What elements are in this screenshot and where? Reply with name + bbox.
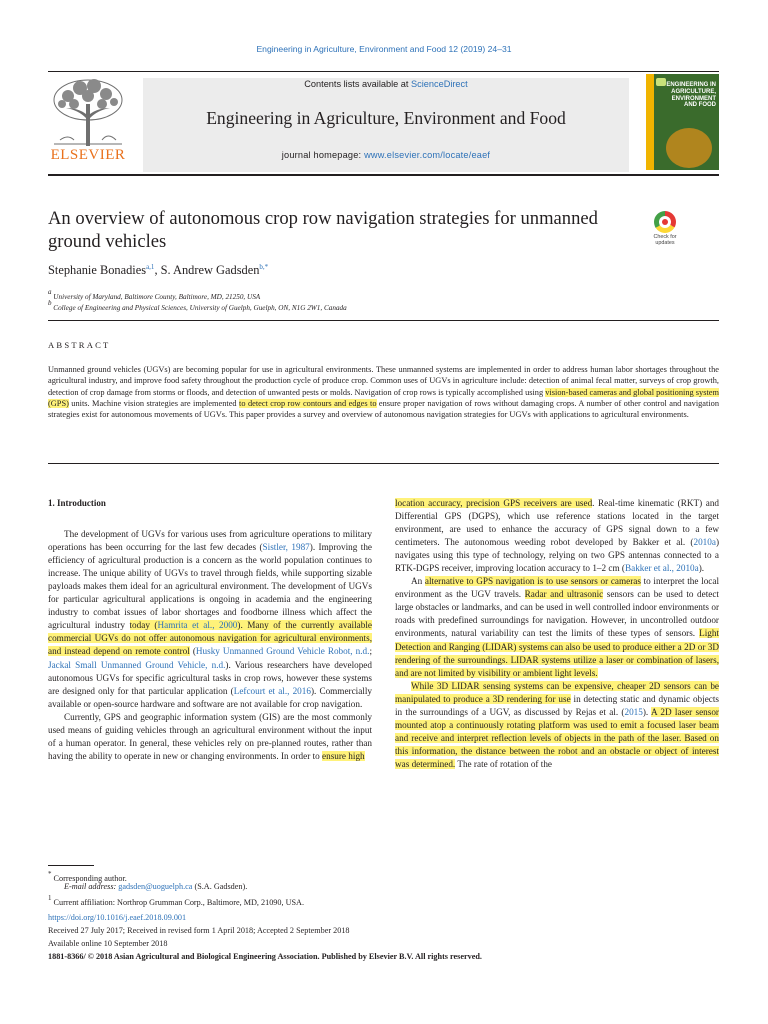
body-text: ) navigates using this type of technology, relying on two GPS antennas connected to a RTK-DGPS receiver, improving location accuracy to 1–2 cm ( (395, 537, 719, 574)
copyright-notice: 1881-8366/ © 2018 Asian Agricultural and Biological Engineering Association. Published by Elsevier B.V. All rights reserved. (48, 952, 482, 961)
received-dates: Received 27 July 2017; Received in revised form 1 April 2018; Accepted 2 September 2018 (48, 926, 350, 935)
article-title: An overview of autonomous crop row navigation strategies for unmanned ground vehicles (48, 208, 598, 252)
cover-stripe (646, 74, 654, 170)
body-right-column (395, 497, 719, 771)
footnote-text: (S.A. Gadsden). (192, 882, 248, 891)
elsevier-wordmark: ELSEVIER (50, 147, 126, 163)
abstract-text: units. Machine vision strategies are implemented (68, 398, 240, 408)
abstract-text: Unmanned ground vehicles (UGVs) are becoming popular for use in agricultural environments. These unmanned systems are implemented in order to address human labor shortages throughout the agricultural industry, and improve food safety throughout the production cycle of produce crop. Common uses of UGVs in agriculture include: detection of animal fecal matter, surveys of crop growth, detection of crop damage from storms or floods, and detection of unwanted pests or molds. Navigation of crop rows is typically accomplished using (48, 365, 719, 397)
highlighted-text: location accuracy, precision GPS receivers are used (395, 498, 593, 508)
affiliation (48, 299, 648, 312)
homepage-link[interactable]: www.elsevier.com/locate/eaef (364, 150, 491, 160)
body-text: The rate of rotation of the (455, 758, 552, 769)
body-text: ( (189, 646, 196, 657)
citation-link[interactable]: Sistler, 1987 (262, 542, 310, 553)
section-heading: 1. Introduction (48, 498, 106, 508)
author-affiliation-link[interactable]: b,* (259, 263, 269, 271)
highlighted-text: vision-based cameras and global positioning system (GPS) (48, 387, 719, 408)
highlighted-text: today ( (129, 620, 158, 631)
citation-link[interactable]: Husky Unmanned Ground Vehicle Robot, n.d. (195, 646, 370, 657)
check-for-updates-button[interactable] (646, 211, 684, 251)
doi-link[interactable]: https://doi.org/10.1016/j.eaef.2018.09.001 (48, 913, 187, 922)
affiliation-text: College of Engineering and Physical Sciences, University of Guelph, Guelph, ON, N1G 2W1, Canada (53, 304, 347, 312)
highlighted-text: ). Many of the currently available commercial UGVs do not offer autonomous navigation for agricultural environments, and instead depend on remote control (48, 620, 372, 657)
body-text: ). Commercially available or open-source hardware and software are not available for crop navigation. (48, 685, 372, 709)
citation-link[interactable]: Bakker et al., 2010a (624, 563, 699, 574)
author-separator: , (154, 263, 161, 277)
highlighted-text: A 2D laser sensor mounted atop a continuously rotating platform was used to emit a focused laser beam and receive and interpret reflection levels of objects in the path of the laser. Based on this information, the distance between the robot and an obstacle or object of interest was determined. (395, 706, 719, 769)
author-list (48, 263, 648, 278)
body-text: ; (369, 646, 372, 657)
journal-homepage-line (143, 150, 629, 160)
header-bottom-rule (48, 174, 719, 176)
journal-title: Engineering in Agriculture, Environment and Food (206, 108, 566, 128)
available-online-date: Available online 10 September 2018 (48, 939, 168, 948)
header-top-rule (48, 71, 719, 72)
footnote-email (64, 882, 734, 891)
footnote-text: Current affiliation: Northrop Grumman Corp., Baltimore, MD, 21090, USA. (53, 898, 304, 907)
body-text: An (411, 576, 425, 587)
body-text: . Real-time kinematic (RKT) and Differential GPS (DGPS), which use reference stations located in the target environment, are used to enhance the accuracy of GPS signal down to a few centimeters. The autonomous weeding robot developed by Bakker et al. ( (395, 498, 720, 548)
highlighted-text: While 3D LIDAR sensing systems can be expensive, cheaper 2D sensors can be manipulated to produce a 3D rendering for use (395, 680, 719, 704)
author-name: S. Andrew Gadsden (160, 263, 260, 277)
check-updates-icon-dot (662, 219, 668, 225)
body-text: sensors can be used to detect large obstacles or landmarks, and can be used in well controlled indoor environments or roads with predefined surroundings for navigation. However, in uncontrolled outdoor environments, natural variability can test the limits of these types of sensors. (395, 589, 719, 639)
body-text: ). (642, 706, 651, 717)
paragraph (48, 528, 372, 711)
body-text: Currently, GPS and geographic information system (GIS) are the most commonly used means of guiding vehicles through an agricultural environment without the input of a human operator. In general, these vehicles rely on pre-planned routes, rather than having the ability to operate in new or changing environments. In order to (48, 711, 372, 761)
body-left-column (48, 497, 372, 763)
highlighted-text: ensure high (322, 750, 365, 761)
body-text: The development of UGVs for various uses from agriculture operations to military operations has been occurring for the last few decades ( (48, 529, 372, 553)
contents-line (143, 79, 629, 89)
citation-link[interactable]: Lefcourt et al., 2016 (233, 685, 311, 696)
footnote-mark: 1 (48, 894, 52, 902)
footnote-current-affiliation (48, 894, 718, 907)
journal-citation-link[interactable]: Engineering in Agriculture, Environment and Food 12 (2019) 24–31 (256, 44, 512, 54)
paragraph (395, 680, 719, 771)
journal-cover-thumbnail[interactable] (646, 74, 719, 170)
paragraph (395, 575, 719, 679)
check-updates-label: Check for updates (653, 234, 677, 246)
affiliation-mark: a (48, 288, 52, 296)
tree-icon (48, 74, 128, 148)
abstract-text: ensure proper navigation of rows without damaging crops. A number of other control and navigation strategies exist for autonomous movements of UGVs. This paper provides a survey and overview of autonomous navigation strategies for UGVs with applications to agricultural environments. (48, 398, 719, 420)
abstract-body (48, 364, 719, 420)
highlighted-text: to detect crop row contours and edges to (239, 398, 377, 408)
cover-image (666, 128, 712, 168)
body-text: in detecting static and dynamic objects in the surroundings of a UGV, as discussed by Rejas et al. ( (395, 693, 719, 717)
author-affiliation-link[interactable]: a,1 (146, 263, 155, 271)
paragraph (395, 497, 719, 575)
highlighted-text: Radar and ultrasonic (524, 589, 604, 600)
body-text: ). Various researchers have developed autonomous UGVs for specific agricultural tasks in crop rows, however these systems are designed only for that particular application ( (48, 659, 372, 696)
affiliation-text: University of Maryland, Baltimore County, Baltimore, MD, 21250, USA (53, 293, 261, 301)
email-label: E-mail address: (64, 882, 119, 891)
footnote-mark: * (48, 870, 52, 878)
citation-link[interactable]: Jackal Small Unmanned Ground Vehicle, n.d. (48, 659, 226, 670)
citation-link[interactable]: 2015 (624, 706, 643, 717)
author-name: Stephanie Bonadies (48, 263, 147, 277)
affiliation-mark: b (48, 299, 52, 307)
homepage-label: journal homepage: (281, 150, 365, 160)
cover-title: ENGINEERING IN AGRICULTURE, ENVIRONMENT AND FOOD (666, 82, 716, 109)
paragraph (48, 711, 372, 763)
citation-link[interactable]: 2010a (693, 537, 716, 548)
body-text: ). Improving the efficiency of agricultural production is a concern as the world population continues to increase. The unique ability of UGVs to travel through fields, while supporting sizable payloads makes them ideal for an agricultural environment. The development of UGVs for particular agricultural applications is ongoing in academia and the engineering industry to combat issues of labor shortages and foodborne illness which affect the agricultural industry (48, 542, 372, 631)
contents-prefix: Contents lists available at (304, 79, 412, 89)
body-text: ). (698, 563, 705, 574)
abstract-heading: ABSTRACT (48, 340, 111, 350)
email-link[interactable]: gadsden@uoguelph.ca (118, 882, 193, 891)
footnote-rule (48, 865, 94, 866)
abstract-bottom-rule (48, 463, 719, 464)
citation-link[interactable]: Hamrita et al., 2000 (157, 620, 238, 631)
body-text: to interpret the local environment as the UGV travels. (395, 576, 719, 600)
footnote-text: Corresponding author. (53, 874, 127, 883)
highlighted-text: Light Detection and Ranging (LIDAR) systems can also be used to produce either a 2D or 3D rendering of the surroundings. LIDAR systems utilize a laser or combination of lasers, and are not limited by visibility or ambient light levels. (395, 628, 719, 678)
highlighted-text: alternative to GPS navigation is to use sensors or cameras (424, 576, 641, 587)
abstract-top-rule (48, 320, 719, 321)
sciencedirect-link[interactable]: ScienceDirect (411, 79, 468, 89)
